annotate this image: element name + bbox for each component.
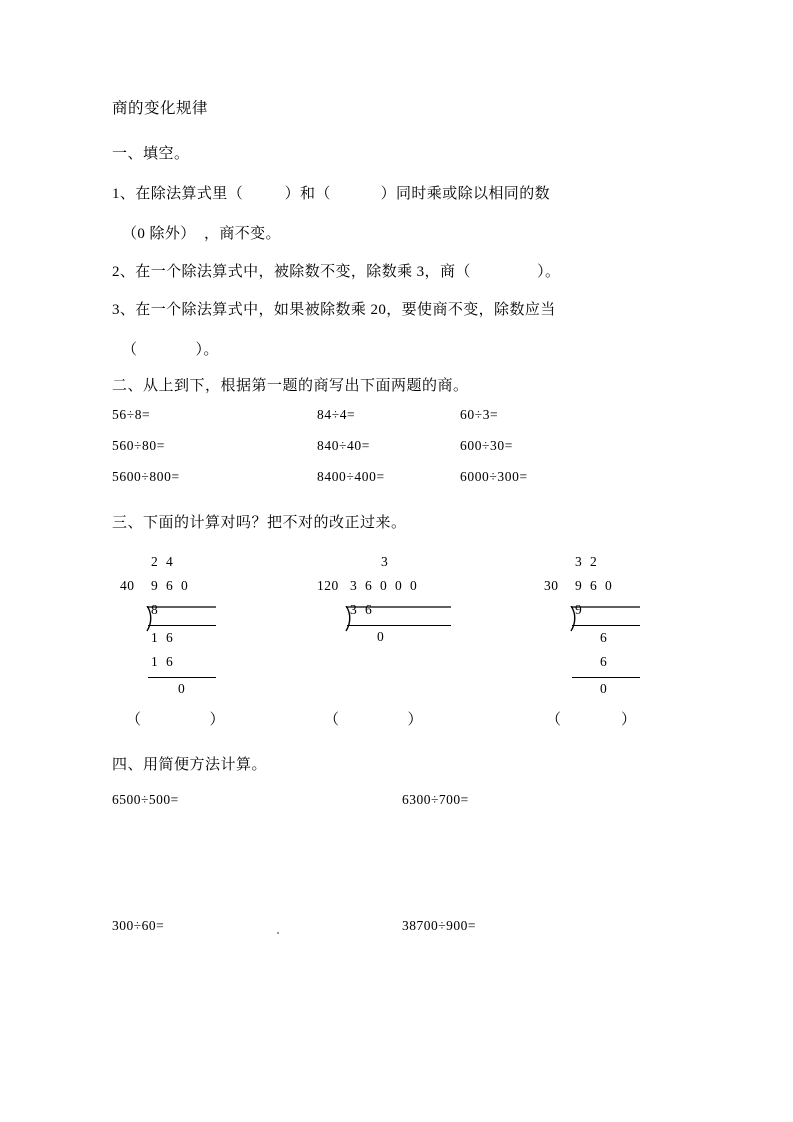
- long-division-step: 8: [151, 601, 159, 617]
- long-division-rule: [572, 677, 640, 678]
- arith-problem: 8400÷400=: [317, 468, 385, 484]
- long-division-quotient: 3: [381, 553, 389, 569]
- calc-row: [112, 792, 692, 822]
- section-two-heading: 二、从上到下，根据第一题的商写出下面两题的商。: [112, 377, 469, 394]
- long-division-step: 1 6: [151, 629, 174, 645]
- section-one-question-2: 2、在一个除法算式中，被除数不变，除数乘 3，商（ ）。: [112, 263, 561, 280]
- arith-problem: 560÷80=: [112, 437, 165, 453]
- arith-problem: 840÷40=: [317, 437, 370, 453]
- arith-problem: 600÷30=: [460, 437, 513, 453]
- long-division-area: [112, 553, 692, 706]
- section-one-question-1-line-2: （0 除外） ，商不变。: [122, 225, 281, 242]
- section-four-heading: 四、用简便方法计算。: [112, 756, 268, 773]
- long-division-remainder: 0: [178, 680, 186, 696]
- answer-paren[interactable]: （ ）: [324, 711, 424, 728]
- long-division-divisor: 40: [120, 577, 135, 593]
- long-division-remainder: 0: [377, 628, 385, 644]
- section-three-heading: 三、下面的计算对吗？把不对的改正过来。: [112, 514, 407, 531]
- answer-paren-row: [112, 708, 692, 738]
- long-division-rule: [347, 625, 451, 626]
- long-division-dividend: 9 6 0: [151, 577, 189, 593]
- long-division-quotient: 2 4: [151, 553, 174, 569]
- answer-paren[interactable]: （ ）: [546, 711, 637, 728]
- worksheet-content: [112, 100, 692, 948]
- arith-problem: 84÷4=: [317, 406, 356, 422]
- section-two-problems: [112, 407, 692, 500]
- section-one-question-3-line-2: （ ）。: [122, 341, 219, 358]
- calc-problem: 38700÷900=: [402, 917, 477, 933]
- long-division-step: 3 6: [350, 601, 373, 617]
- long-division-problem: [544, 553, 613, 702]
- section-one-question-1-line-1: 1、在除法算式里（ ）和（ ）同时乘或除以相同的数: [112, 185, 551, 202]
- long-division-step: 6: [600, 653, 608, 669]
- calc-problem: 6300÷700=: [402, 791, 469, 807]
- long-division-problem: [317, 553, 418, 650]
- long-division-problem: [120, 553, 189, 702]
- long-division-rule: [148, 677, 216, 678]
- long-division-divisor: 30: [544, 577, 559, 593]
- long-division-step: 1 6: [151, 653, 174, 669]
- arith-problem: 5600÷800=: [112, 468, 180, 484]
- calc-row: [112, 918, 692, 948]
- arith-row: [112, 469, 692, 500]
- arith-problem: 60÷3=: [460, 406, 499, 422]
- long-division-remainder: 0: [600, 680, 608, 696]
- arith-problem: 56÷8=: [112, 406, 151, 422]
- stray-mark: [277, 932, 279, 934]
- section-one-heading: 一、填空。: [112, 145, 190, 162]
- answer-paren[interactable]: （ ）: [126, 711, 226, 728]
- long-division-divisor: 120: [317, 577, 339, 593]
- arith-problem: 6000÷300=: [460, 468, 528, 484]
- calc-problem: 6500÷500=: [112, 791, 179, 807]
- long-division-rule: [148, 625, 216, 626]
- calc-problem: 300÷60=: [112, 917, 165, 933]
- long-division-dividend: 3 6 0 0 0: [350, 577, 418, 593]
- long-division-step: 9: [575, 601, 583, 617]
- long-division-quotient: 3 2: [575, 553, 598, 569]
- long-division-rule: [572, 625, 640, 626]
- section-one-question-3-line-1: 3、在一个除法算式中，如果被除数乘 20，要使商不变，除数应当: [112, 301, 556, 318]
- page-title: 商的变化规律: [112, 100, 209, 117]
- arith-row: [112, 438, 692, 469]
- long-division-dividend: 9 6 0: [575, 577, 613, 593]
- arith-row: [112, 407, 692, 438]
- long-division-step: 6: [600, 629, 608, 645]
